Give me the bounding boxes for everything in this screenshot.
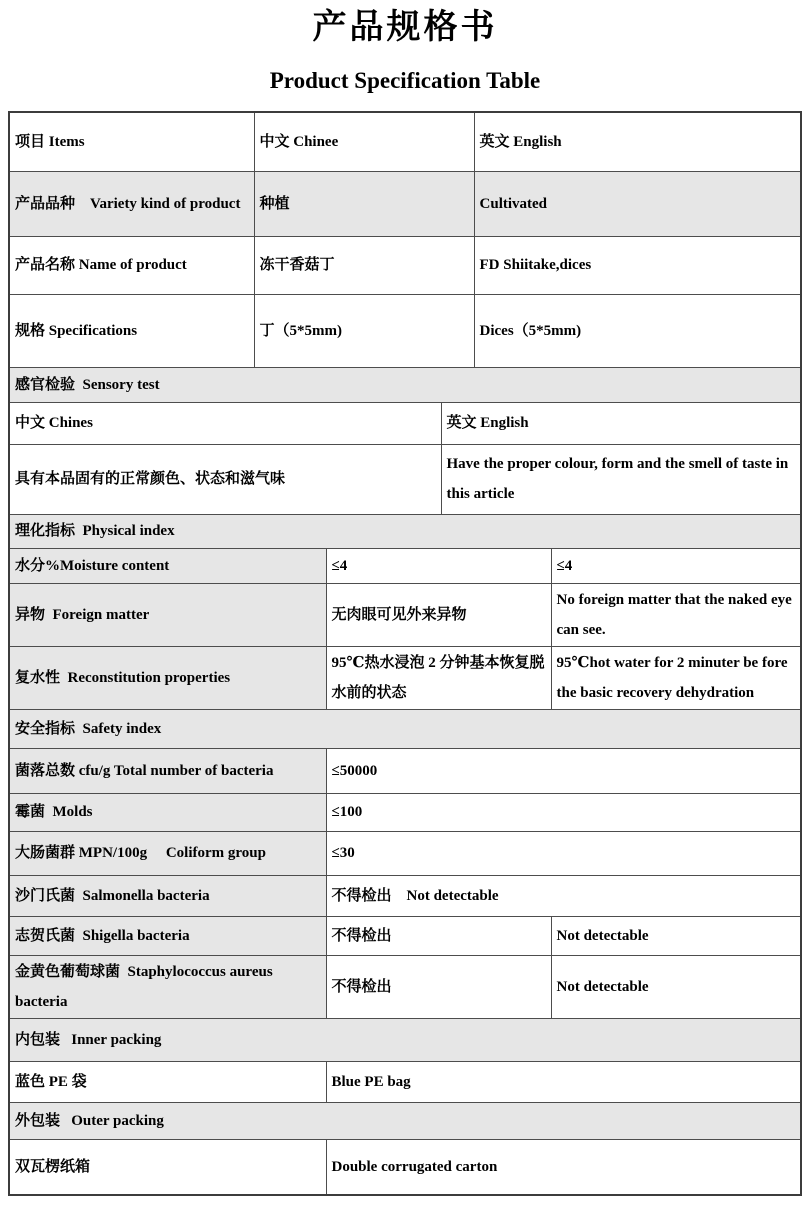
cell-cn: 蓝色 PE 袋 <box>9 1061 326 1102</box>
section-title: 感官检验 Sensory test <box>9 367 801 402</box>
cell-en: FD Shiitake,dices <box>474 236 801 294</box>
cell-en: Not detectable <box>551 916 801 955</box>
cell-cn: 无肉眼可见外来异物 <box>326 583 551 646</box>
cell-en: No foreign matter that the naked eye can see. <box>551 583 801 646</box>
section-title: 内包装 Inner packing <box>9 1018 801 1061</box>
row-molds <box>9 793 801 831</box>
cell-en: Not detectable <box>551 955 801 1018</box>
row-salmonella <box>9 875 801 916</box>
cell-cn: 不得检出 <box>326 916 551 955</box>
cell-cn: 丁（5*5mm) <box>254 294 474 367</box>
cell-cn: 种植 <box>254 171 474 236</box>
cell-label: 规格 Specifications <box>9 294 254 367</box>
section-title: 理化指标 Physical index <box>9 514 801 548</box>
cell-en: ≤4 <box>551 548 801 583</box>
cell-en: 英文 English <box>474 112 801 171</box>
row-staphylococcus <box>9 955 801 1018</box>
cell-label: 金黄色葡萄球菌 Staphylococcus aureus bacteria <box>9 955 326 1018</box>
section-sensory-test <box>9 367 801 402</box>
cell-value: ≤30 <box>326 831 801 875</box>
row-language-header <box>9 402 801 444</box>
cell-cn: 中文 Chines <box>9 402 441 444</box>
row-items-header <box>9 112 801 171</box>
cell-label: 复水性 Reconstitution properties <box>9 646 326 709</box>
row-variety <box>9 171 801 236</box>
cell-cn: 不得检出 <box>326 955 551 1018</box>
section-title: 安全指标 Safety index <box>9 709 801 748</box>
cell-cn: 95℃热水浸泡 2 分钟基本恢复脱水前的状态 <box>326 646 551 709</box>
cell-label: 异物 Foreign matter <box>9 583 326 646</box>
cell-en: 95℃hot water for 2 minuter be fore the basic recovery dehydration <box>551 646 801 709</box>
row-shigella <box>9 916 801 955</box>
section-inner-packing <box>9 1018 801 1061</box>
cell-value: ≤50000 <box>326 748 801 793</box>
cell-cn: 中文 Chinee <box>254 112 474 171</box>
row-coliform <box>9 831 801 875</box>
product-specification-table <box>8 111 802 1196</box>
row-total-bacteria <box>9 748 801 793</box>
cell-en: 英文 English <box>441 402 801 444</box>
cell-value: ≤100 <box>326 793 801 831</box>
cell-value: 不得检出 Not detectable <box>326 875 801 916</box>
cell-label: 志贺氏菌 Shigella bacteria <box>9 916 326 955</box>
row-specifications <box>9 294 801 367</box>
cell-en: Have the proper colour, form and the smell of taste in this article <box>441 444 801 514</box>
row-outer-packing-value <box>9 1139 801 1195</box>
cell-cn: 具有本品固有的正常颜色、状态和滋气味 <box>9 444 441 514</box>
cell-en: Blue PE bag <box>326 1061 801 1102</box>
section-physical-index <box>9 514 801 548</box>
section-outer-packing <box>9 1102 801 1139</box>
cell-label: 产品名称 Name of product <box>9 236 254 294</box>
section-title: 外包装 Outer packing <box>9 1102 801 1139</box>
cell-cn: 冻干香菇丁 <box>254 236 474 294</box>
cell-en: Double corrugated carton <box>326 1139 801 1195</box>
row-foreign-matter <box>9 583 801 646</box>
cell-label: 霉菌 Molds <box>9 793 326 831</box>
cell-label: 项目 Items <box>9 112 254 171</box>
page-title: 产品规格书 <box>312 9 498 46</box>
cell-cn: 双瓦楞纸箱 <box>9 1139 326 1195</box>
row-product-name <box>9 236 801 294</box>
cell-label: 大肠菌群 MPN/100g Coliform group <box>9 831 326 875</box>
cell-en: Cultivated <box>474 171 801 236</box>
cell-label: 水分%Moisture content <box>9 548 326 583</box>
row-inner-packing-value <box>9 1061 801 1102</box>
cell-en: Dices（5*5mm) <box>474 294 801 367</box>
row-reconstitution <box>9 646 801 709</box>
row-moisture <box>9 548 801 583</box>
page-subtitle: Product Specification Table <box>269 68 541 93</box>
section-safety-index <box>9 709 801 748</box>
row-sensory-description <box>9 444 801 514</box>
cell-label: 沙门氏菌 Salmonella bacteria <box>9 875 326 916</box>
cell-label: 产品品种 Variety kind of product <box>9 171 254 236</box>
cell-label: 菌落总数 cfu/g Total number of bacteria <box>9 748 326 793</box>
cell-cn: ≤4 <box>326 548 551 583</box>
